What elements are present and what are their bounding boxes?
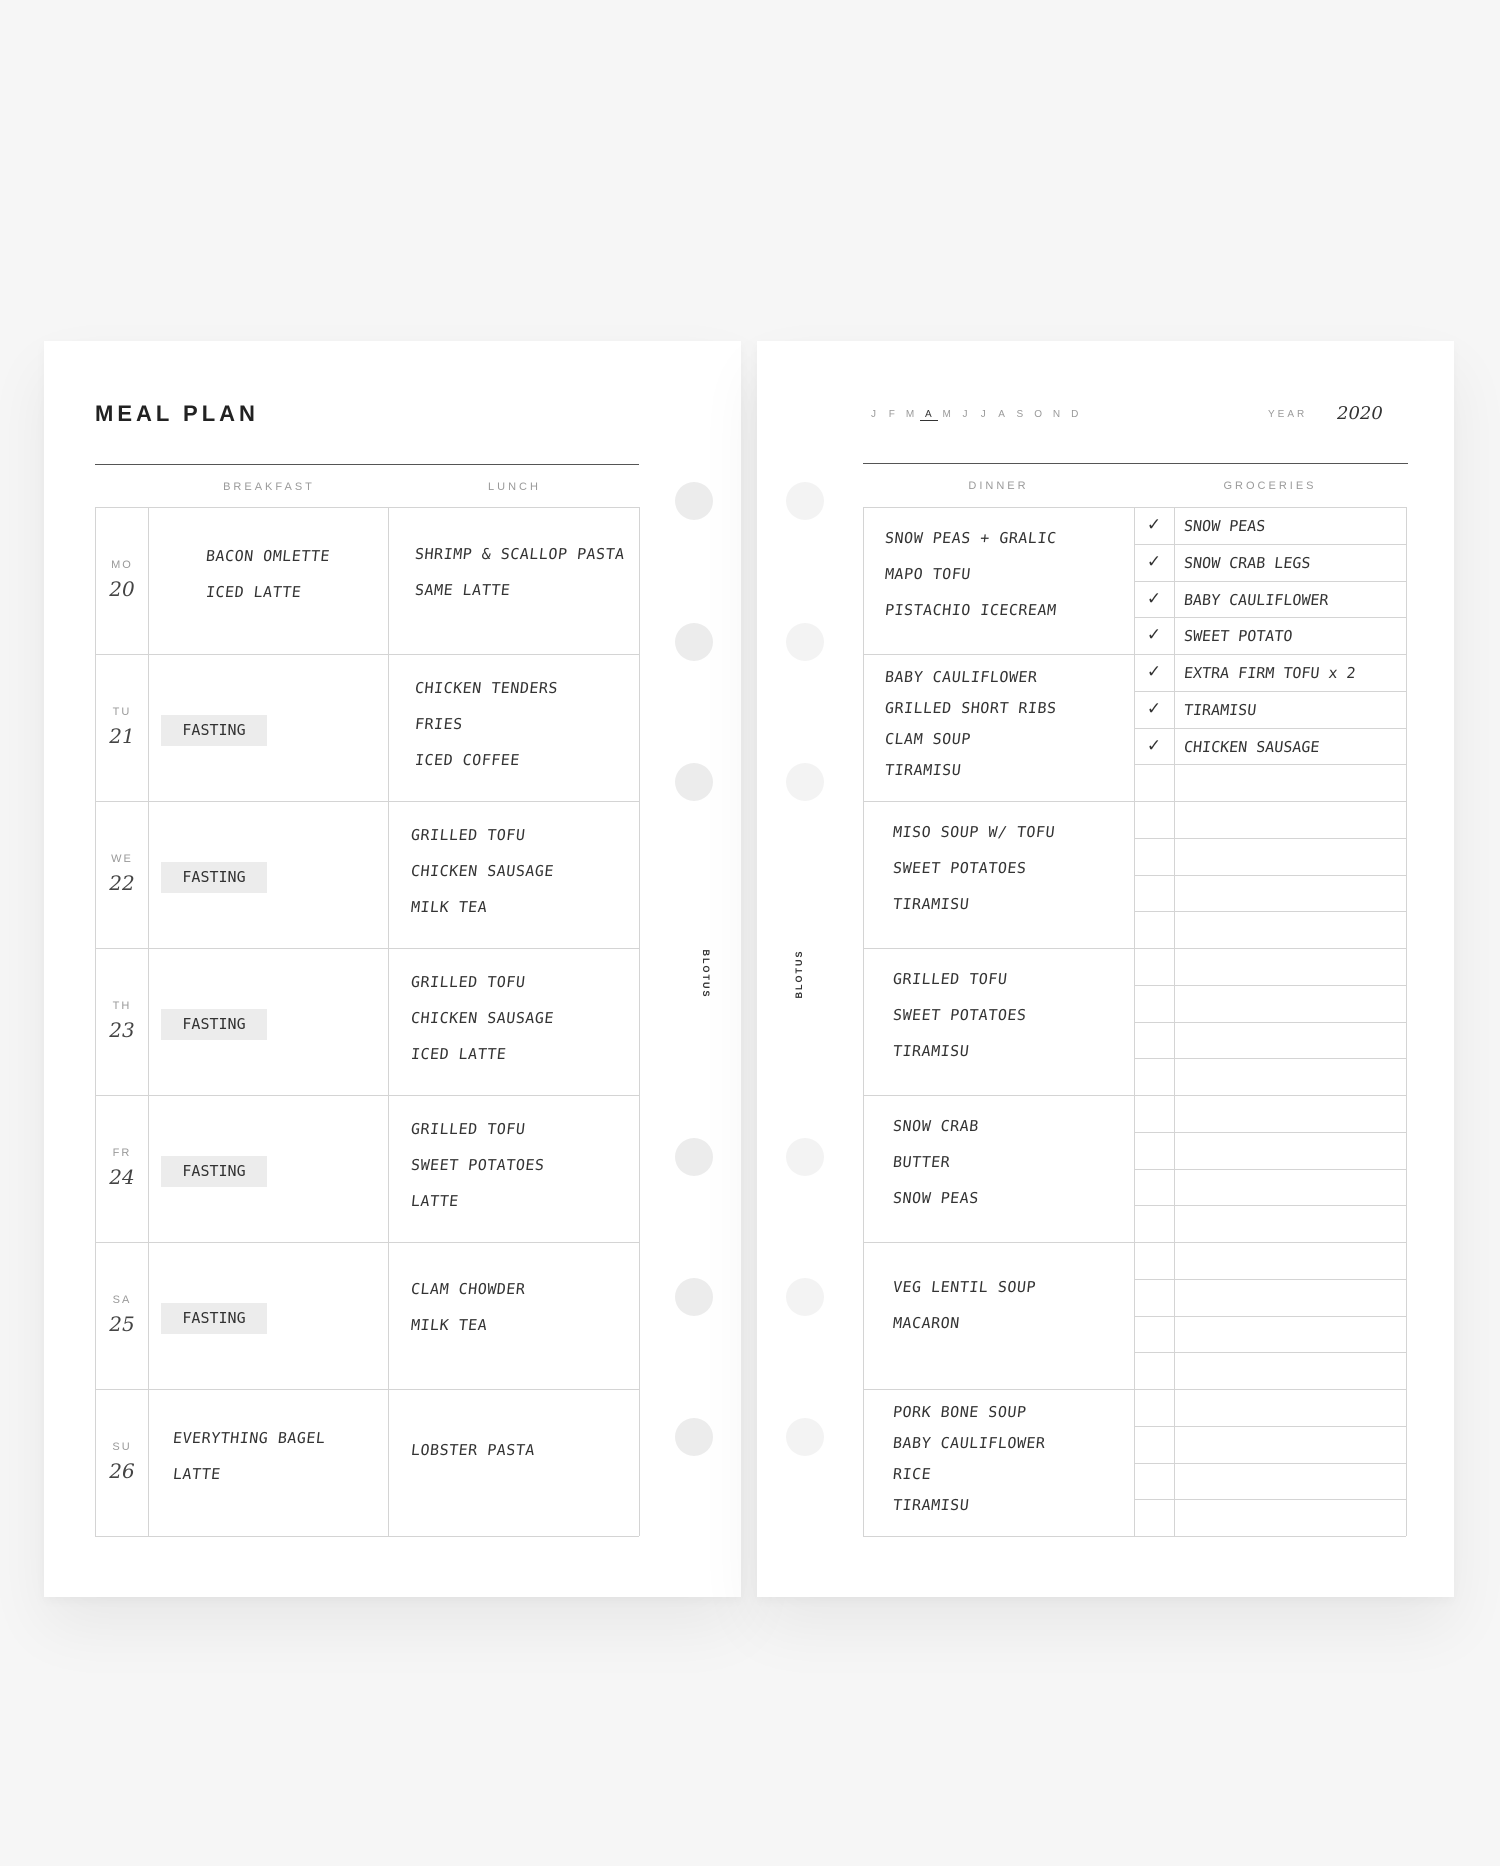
dinner-entry[interactable]: SNOW CRAB — [892, 1117, 980, 1135]
dinner-entry[interactable]: BUTTER — [892, 1153, 952, 1171]
lunch-entry[interactable]: SWEET POTATOES — [410, 1156, 546, 1174]
grocery-item[interactable]: BABY CAULIFLOWER — [1183, 590, 1330, 609]
year-value[interactable]: 2020 — [1337, 403, 1383, 424]
year-label: YEAR — [1268, 409, 1308, 420]
grocery-item[interactable]: SWEET POTATO — [1183, 627, 1294, 646]
month-option[interactable]: N — [1052, 409, 1062, 420]
header-divider — [863, 463, 1408, 464]
day-abbreviation: WE — [111, 853, 133, 865]
lunch-entry[interactable]: CHICKEN SAUSAGE — [410, 862, 555, 880]
grocery-item[interactable]: EXTRA FIRM TOFU x 2 — [1183, 664, 1357, 682]
month-option[interactable]: D — [1071, 409, 1080, 420]
grocery-item[interactable]: SNOW PEAS — [1183, 517, 1267, 535]
dinner-entry[interactable]: SWEET POTATOES — [892, 859, 1028, 877]
lunch-entry[interactable]: CHICKEN SAUSAGE — [410, 1009, 555, 1027]
day-number: 23 — [109, 1018, 135, 1042]
binder-hole — [786, 623, 824, 661]
dinner-entry[interactable]: BABY CAULIFLOWER — [892, 1434, 1047, 1452]
lunch-entry[interactable]: FRIES — [414, 715, 464, 733]
lunch-entry[interactable]: SHRIMP & SCALLOP PASTA — [414, 545, 626, 563]
dinner-entry[interactable]: PISTACHIO ICECREAM — [884, 601, 1058, 619]
lunch-entry[interactable]: GRILLED TOFU — [410, 1120, 527, 1138]
dinner-entry[interactable]: SNOW PEAS + GRALIC — [884, 529, 1058, 547]
grid-column-line — [95, 507, 96, 1536]
check-icon[interactable]: ✓ — [1146, 588, 1162, 608]
grid-column-line — [1406, 507, 1407, 1536]
day-number: 26 — [109, 1459, 135, 1483]
lunch-entry[interactable]: ICED LATTE — [410, 1045, 508, 1063]
binder-hole — [675, 1418, 713, 1456]
dinner-entry[interactable]: MAPO TOFU — [884, 565, 972, 583]
month-option[interactable]: J — [962, 409, 969, 420]
fasting-badge: FASTING — [161, 862, 267, 893]
check-icon[interactable]: ✓ — [1146, 515, 1162, 534]
day-abbreviation: SU — [112, 1441, 132, 1453]
month-option[interactable]: O — [1034, 409, 1044, 420]
check-icon[interactable]: ✓ — [1146, 551, 1162, 571]
day-number: 20 — [109, 577, 135, 601]
grid-column-line — [148, 507, 149, 1536]
check-icon[interactable]: ✓ — [1146, 735, 1162, 755]
binder-hole — [786, 482, 824, 520]
grid-column-line — [1134, 507, 1135, 1536]
brand-label: BLOTUS — [701, 949, 711, 999]
fasting-badge: FASTING — [161, 1303, 267, 1334]
dinner-entry[interactable]: CLAM SOUP — [884, 730, 972, 748]
binder-hole — [786, 1278, 824, 1316]
check-icon[interactable]: ✓ — [1146, 625, 1162, 645]
grocery-item[interactable]: TIRAMISU — [1183, 700, 1258, 719]
binder-hole — [675, 482, 713, 520]
day-number: 21 — [109, 724, 135, 748]
lunch-entry[interactable]: GRILLED TOFU — [410, 826, 527, 844]
lunch-column-header: LUNCH — [488, 481, 541, 493]
dinner-entry[interactable]: MISO SOUP W/ TOFU — [892, 823, 1056, 841]
month-option[interactable]: S — [1016, 409, 1025, 420]
dinner-entry[interactable]: GRILLED TOFU — [892, 970, 1009, 988]
grocery-item[interactable]: CHICKEN SAUSAGE — [1183, 737, 1321, 756]
month-option[interactable]: A — [998, 409, 1006, 420]
grid-column-line — [1174, 507, 1175, 1536]
month-option[interactable]: A — [920, 409, 938, 421]
month-option[interactable]: F — [888, 409, 896, 420]
binder-hole — [786, 1138, 824, 1176]
binder-hole — [675, 1278, 713, 1316]
binder-hole — [675, 1138, 713, 1176]
binder-hole — [675, 763, 713, 801]
day-number: 24 — [109, 1165, 135, 1189]
dinner-entry[interactable]: RICE — [892, 1465, 933, 1483]
day-number: 25 — [109, 1312, 135, 1336]
breakfast-entry[interactable]: ICED LATTE — [205, 583, 303, 601]
groceries-column-header: GROCERIES — [1223, 480, 1317, 492]
left-planner-page — [44, 341, 741, 1597]
day-row — [95, 1389, 639, 1536]
dinner-entry[interactable]: SWEET POTATOES — [892, 1006, 1028, 1024]
grid-column-line — [863, 507, 864, 1536]
breakfast-entry[interactable]: LATTE — [172, 1465, 222, 1483]
lunch-entry[interactable]: MILK TEA — [410, 898, 489, 916]
dinner-entry[interactable]: SNOW PEAS — [892, 1189, 980, 1207]
dinner-entry[interactable]: TIRAMISU — [892, 1496, 971, 1514]
binder-hole — [675, 623, 713, 661]
binder-hole — [786, 763, 824, 801]
fasting-badge: FASTING — [161, 715, 267, 746]
fasting-badge: FASTING — [161, 1156, 267, 1187]
grid-bottom-border — [95, 1536, 639, 1537]
month-option[interactable]: J — [871, 409, 877, 420]
lunch-entry[interactable]: CHICKEN TENDERS — [414, 679, 559, 697]
grid-column-line — [639, 507, 640, 1536]
month-option[interactable]: J — [980, 409, 987, 420]
brand-label: BLOTUS — [794, 949, 804, 999]
binder-hole — [786, 1418, 824, 1456]
title-divider — [95, 464, 639, 465]
month-option[interactable]: M — [942, 409, 952, 420]
dinner-entry[interactable]: PORK BONE SOUP — [892, 1403, 1028, 1421]
lunch-entry[interactable]: GRILLED TOFU — [410, 973, 527, 991]
dinner-entry[interactable]: TIRAMISU — [892, 1042, 971, 1060]
dinner-column-header: DINNER — [968, 480, 1029, 492]
dinner-entry[interactable]: BABY CAULIFLOWER — [884, 668, 1039, 686]
lunch-entry[interactable]: LOBSTER PASTA — [410, 1441, 536, 1459]
lunch-entry[interactable]: MILK TEA — [410, 1316, 489, 1334]
lunch-entry[interactable]: ICED COFFEE — [414, 751, 521, 769]
dinner-entry[interactable]: TIRAMISU — [892, 895, 971, 913]
grid-bottom-border — [863, 1536, 1406, 1537]
grid-column-line — [388, 507, 389, 1536]
dinner-entry[interactable]: TIRAMISU — [884, 761, 963, 779]
check-icon[interactable]: ✓ — [1146, 698, 1162, 718]
fasting-badge: FASTING — [161, 1009, 267, 1040]
breakfast-entry[interactable]: BACON OMLETTE — [205, 547, 331, 565]
day-abbreviation: TH — [112, 1000, 132, 1012]
dinner-entry[interactable]: VEG LENTIL SOUP — [892, 1278, 1037, 1296]
day-abbreviation: SA — [112, 1294, 132, 1306]
day-abbreviation: TU — [112, 706, 132, 718]
dinner-entry[interactable]: GRILLED SHORT RIBS — [884, 699, 1058, 717]
day-number: 22 — [109, 871, 135, 895]
day-abbreviation: MO — [111, 559, 133, 571]
month-option[interactable]: M — [905, 409, 916, 420]
lunch-entry[interactable]: LATTE — [410, 1192, 460, 1210]
breakfast-entry[interactable]: EVERYTHING BAGEL — [172, 1429, 327, 1447]
day-row — [95, 507, 639, 654]
page-title: MEAL PLAN — [95, 401, 259, 426]
check-icon[interactable]: ✓ — [1146, 662, 1162, 681]
day-abbreviation: FR — [112, 1147, 132, 1159]
right-planner-page — [757, 341, 1454, 1597]
lunch-entry[interactable]: SAME LATTE — [414, 581, 512, 599]
breakfast-column-header: BREAKFAST — [223, 481, 315, 493]
lunch-entry[interactable]: CLAM CHOWDER — [410, 1280, 527, 1298]
dinner-entry[interactable]: MACARON — [892, 1314, 961, 1332]
grocery-item[interactable]: SNOW CRAB LEGS — [1183, 553, 1312, 572]
